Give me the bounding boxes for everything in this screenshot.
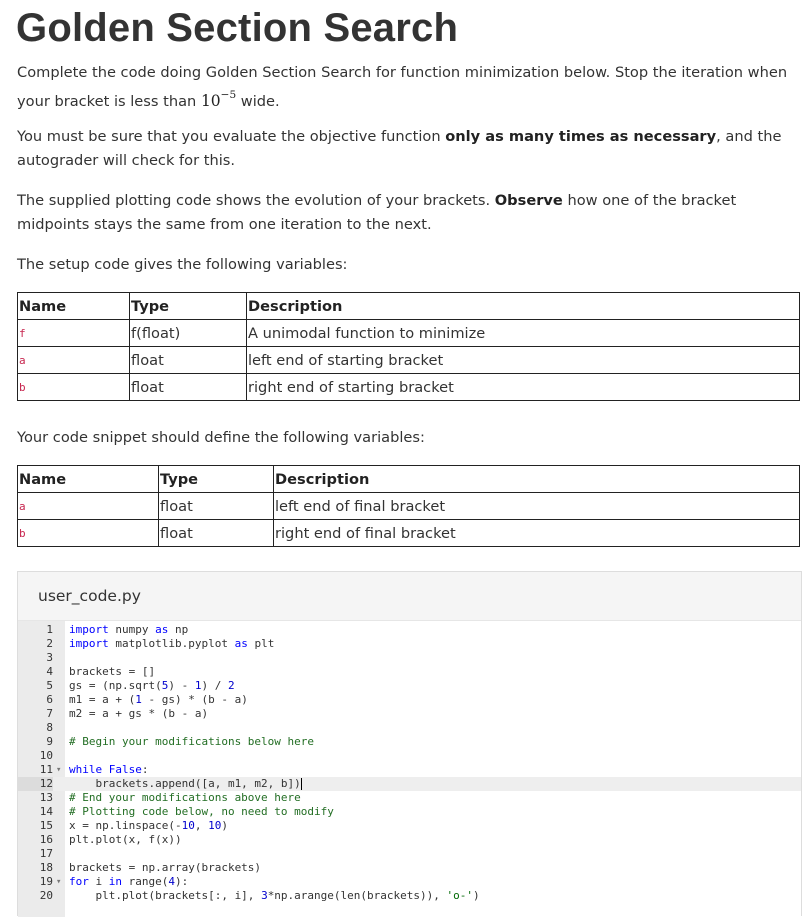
variable-type: float <box>130 347 247 374</box>
code-line[interactable] <box>18 763 801 777</box>
code-text[interactable]: plt.plot(brackets[:, i], 3*np.arange(len(brackets)), 'o-') <box>69 889 480 902</box>
evaluation-text-after: , and the autograder will check for this. <box>17 128 782 169</box>
evaluation-emphasis: only as many times as necessary <box>445 128 717 145</box>
code-line[interactable] <box>18 679 801 693</box>
evaluation-paragraph <box>17 125 803 173</box>
line-number: 6 <box>46 693 53 706</box>
text-cursor <box>301 778 302 790</box>
variable-name: a <box>18 493 159 520</box>
code-line[interactable] <box>18 651 801 665</box>
code-line[interactable] <box>18 819 801 833</box>
code-line[interactable] <box>18 623 801 637</box>
table-row <box>18 520 800 547</box>
table-header-row <box>18 466 800 493</box>
code-line[interactable] <box>18 749 801 763</box>
code-text[interactable]: for i in range(4): <box>69 875 189 888</box>
line-number: 9 <box>46 735 53 748</box>
code-text[interactable]: # End your modifications above here <box>69 791 301 804</box>
code-line[interactable] <box>18 861 801 875</box>
variable-name: b <box>18 374 130 401</box>
header-type: Type <box>159 466 274 493</box>
header-type: Type <box>130 293 247 320</box>
code-text[interactable]: x = np.linspace(-10, 10) <box>69 819 228 832</box>
file-name: user_code.py <box>38 587 141 605</box>
variable-description: left end of starting bracket <box>247 347 800 374</box>
line-number: 16 <box>39 833 53 846</box>
setup-heading: The setup code gives the following variables: <box>17 256 348 273</box>
tolerance-math <box>200 89 237 111</box>
variable-description: right end of final bracket <box>274 520 800 547</box>
line-number: 2 <box>46 637 53 650</box>
plotting-emphasis: Observe <box>494 192 563 209</box>
code-text[interactable]: import numpy as np <box>69 623 189 636</box>
code-text[interactable]: m1 = a + (1 - gs) * (b - a) <box>69 693 248 706</box>
line-number: 12 <box>18 777 53 791</box>
header-description: Description <box>274 466 800 493</box>
line-number: 17 <box>39 847 53 860</box>
line-number: 13 <box>39 791 53 804</box>
code-lines[interactable] <box>18 623 801 903</box>
code-text[interactable]: # Begin your modifications below here <box>69 735 315 748</box>
line-number: 14 <box>39 805 53 818</box>
variable-description: left end of final bracket <box>274 493 800 520</box>
code-line[interactable] <box>18 707 801 721</box>
variable-name: a <box>18 347 130 374</box>
code-line[interactable] <box>18 735 801 749</box>
variable-type: float <box>130 374 247 401</box>
plotting-text-after: how one of the bracket midpoints stays the same from one iteration to the next. <box>17 192 737 233</box>
table-row <box>18 374 800 401</box>
code-line[interactable] <box>18 805 801 819</box>
code-editor[interactable] <box>18 620 801 917</box>
tolerance-base: 10 <box>200 92 221 111</box>
code-text[interactable]: # Plotting code below, no need to modify <box>69 805 334 818</box>
code-text[interactable]: gs = (np.sqrt(5) - 1) / 2 <box>69 679 235 692</box>
code-line[interactable] <box>18 889 801 903</box>
line-number: 18 <box>39 861 53 874</box>
page-title: Golden Section Search <box>16 6 459 50</box>
line-number: 8 <box>46 721 53 734</box>
line-number: 15 <box>39 819 53 832</box>
code-text[interactable]: brackets = [] <box>69 665 156 678</box>
plotting-paragraph <box>17 189 803 237</box>
code-editor-card <box>17 571 802 916</box>
line-number: 7 <box>46 707 53 720</box>
variable-type: float <box>159 493 274 520</box>
tolerance-exponent: −5 <box>220 89 237 101</box>
variable-type: float <box>159 520 274 547</box>
line-number: 19 <box>39 875 53 888</box>
table-row <box>18 347 800 374</box>
table-row <box>18 320 800 347</box>
variable-name: f <box>18 320 130 347</box>
line-number: 4 <box>46 665 53 678</box>
line-number: 10 <box>39 749 53 762</box>
code-text[interactable]: while False: <box>69 763 149 776</box>
code-text[interactable]: m2 = a + gs * (b - a) <box>69 707 209 720</box>
code-text[interactable]: brackets.append([a, m1, m2, b]) <box>69 777 301 790</box>
variable-type: f(float) <box>130 320 247 347</box>
evaluation-text: You must be sure that you evaluate the objective function <box>17 128 446 145</box>
header-description: Description <box>247 293 800 320</box>
fold-toggle-icon[interactable]: ▾ <box>56 877 62 887</box>
variable-name: b <box>18 520 159 547</box>
line-number: 5 <box>46 679 53 692</box>
header-name: Name <box>18 293 130 320</box>
code-line[interactable] <box>18 847 801 861</box>
code-text[interactable]: import matplotlib.pyplot as plt <box>69 637 275 650</box>
setup-variables-table <box>17 292 800 401</box>
code-line[interactable] <box>18 777 801 791</box>
line-number: 20 <box>39 889 53 902</box>
intro-text-after: wide. <box>236 93 280 111</box>
code-line[interactable] <box>18 791 801 805</box>
code-line[interactable] <box>18 693 801 707</box>
output-variables-table <box>17 465 800 547</box>
line-number: 1 <box>46 623 53 636</box>
plotting-text: The supplied plotting code shows the evolution of your brackets. <box>17 192 495 209</box>
intro-text-before: Complete the code doing Golden Section Search for function minimization below. Stop the iteration when your bracket is less than <box>17 64 788 111</box>
table-header-row <box>18 293 800 320</box>
code-line[interactable] <box>18 637 801 651</box>
code-line[interactable] <box>18 665 801 679</box>
code-line[interactable] <box>18 875 801 889</box>
define-heading: Your code snippet should define the following variables: <box>17 429 425 446</box>
header-name: Name <box>18 466 159 493</box>
line-number: 11 <box>39 763 53 776</box>
code-line[interactable] <box>18 721 801 735</box>
table-row <box>18 493 800 520</box>
code-line[interactable] <box>18 833 801 847</box>
intro-paragraph <box>17 61 803 114</box>
fold-toggle-icon[interactable]: ▾ <box>56 765 62 775</box>
variable-description: right end of starting bracket <box>247 374 800 401</box>
variable-description: A unimodal function to minimize <box>247 320 800 347</box>
code-text[interactable]: plt.plot(x, f(x)) <box>69 833 182 846</box>
code-text[interactable]: brackets = np.array(brackets) <box>69 861 262 874</box>
line-number: 3 <box>46 651 53 664</box>
